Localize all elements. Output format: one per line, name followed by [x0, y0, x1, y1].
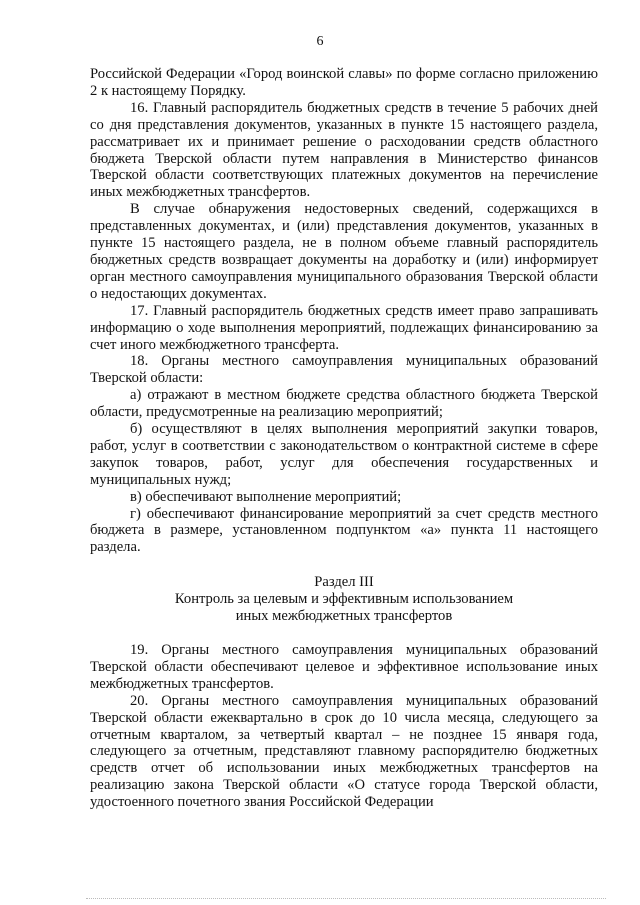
paragraph-18-a: а) отражают в местном бюджете средства областного бюджета Тверской области, предусмотренные на реализацию мероприятий; [90, 387, 598, 421]
section-label: Раздел III [314, 574, 374, 591]
paragraph-intro: Российской Федерации «Город воинской славы» по форме согласно приложению 2 к настоящему Порядку. [90, 66, 598, 99]
section-title-line-2: иных межбюджетных трансфертов [235, 608, 453, 625]
scan-edge-divider [86, 898, 606, 900]
document-body [90, 66, 598, 811]
paragraph-17: 17. Главный распорядитель бюджетных средств имеет право запрашивать информацию о ходе выполнения мероприятий, подлежащих финансированию за счет иного межбюджетного трансферта. [90, 302, 598, 353]
paragraph-18-b: б) осуществляют в целях выполнения мероприятий закупки товаров, работ, услуг в соответствии с законодательством о контрактной системе в сфере закупок товаров, работ, услуг для обеспечения государственных и муниципальных нужд; [90, 421, 598, 488]
paragraph-19: 19. Органы местного самоуправления муниципальных образований Тверской области обеспечивают целевое и эффективное использование иных межбюджетных трансфертов. [90, 642, 598, 692]
paragraph-20: 20. Органы местного самоуправления муниципальных образований Тверской области ежеквартально в срок до 10 числа месяца, следующего за отчетным кварталом, за четвертый квартал – не позднее 15 января года, следующего за отчетным, представляют главному распорядителю бюджетных средств отчет об использовании иных межбюджетных трансфертов на реализацию закона Тверской области «О статусе города Тверской области, удостоенного почетного звания Российской Федерации [90, 692, 598, 811]
paragraph-16-continued: В случае обнаружения недостоверных сведений, содержащихся в представленных документах, и (или) представления документов, указанных в пункте 15 настоящего раздела, не в полном объеме главный распорядитель бюджетных средств возвращает документы на доработку и (или) информирует орган местного самоуправления муниципального образования Тверской области о недостающих документах. [90, 201, 598, 302]
paragraph-16: 16. Главный распорядитель бюджетных средств в течение 5 рабочих дней со дня представления документов, указанных в пункте 15 настоящего раздела, рассматривает их и принимает решение о расходовании средств областного бюджета Тверской области путем направления в Министерство финансов Тверской области соответствующих платежных документов на перечисление иных межбюджетных трансфертов. [90, 99, 598, 201]
page-number: 6 [316, 34, 324, 49]
paragraph-18-c: в) обеспечивают выполнение мероприятий; [130, 488, 402, 505]
section-title-line-1: Контроль за целевым и эффективным использованием [174, 591, 514, 608]
section-heading [90, 574, 598, 625]
paragraph-18: 18. Органы местного самоуправления муниципальных образований Тверской области: [90, 353, 598, 387]
paragraph-18-d: г) обеспечивают финансирование мероприятий за счет средств местного бюджета в размере, установленном подпунктом «а» пункта 11 настоящего раздела. [90, 505, 598, 556]
